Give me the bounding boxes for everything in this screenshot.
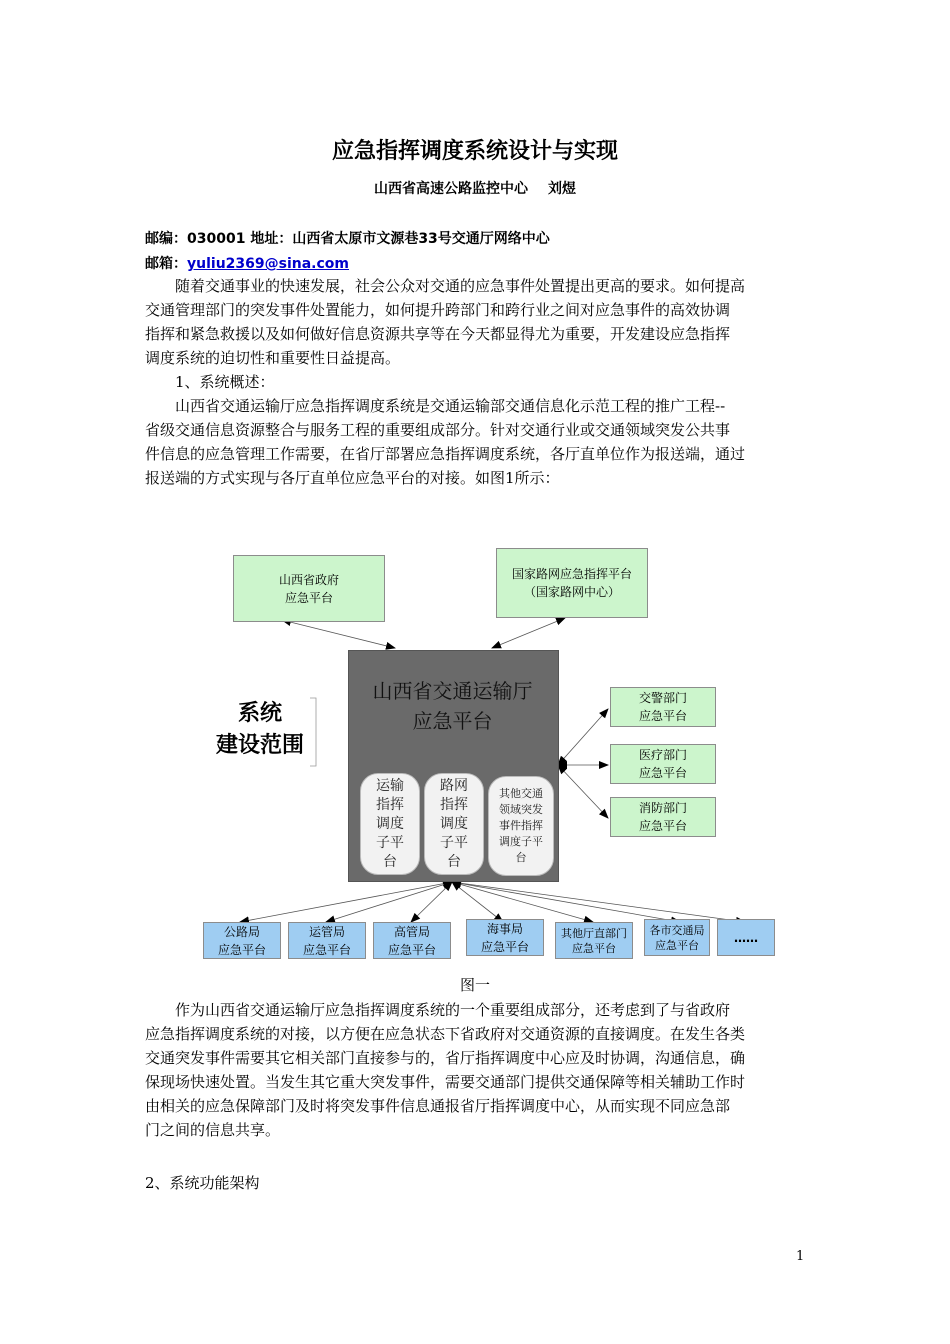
- core-platform-title: [348, 676, 557, 736]
- sub-text: 台: [515, 851, 527, 864]
- text-line: 应急指挥调度系统的对接，以方便在应急状态下省政府对交通资源的直接调度。在发生各类: [145, 1025, 746, 1043]
- sub-text: 其他交通: [499, 787, 543, 800]
- sub-text: 台: [383, 853, 397, 870]
- scope-line: 系统: [237, 701, 282, 726]
- box-text: 交警部门: [638, 691, 687, 705]
- box-text: 消防部门: [638, 801, 687, 815]
- other-departments-platform: [555, 922, 633, 959]
- system-scope-label: [205, 698, 315, 762]
- box-text: 国家路网应急指挥平台: [511, 567, 632, 581]
- section-2-heading: [145, 1171, 807, 1195]
- sub-text: 运输: [376, 777, 404, 794]
- text-line: 省级交通信息资源整合与服务工程的重要组成部分。针对交通行业或交通领域突发公共事: [145, 421, 731, 439]
- sub-text: 调度: [376, 815, 404, 832]
- sub-text: 调度: [440, 815, 468, 832]
- maritime-bureau-platform: [466, 919, 544, 956]
- core-title-line: 山西省交通运输厅: [372, 679, 533, 703]
- box-text: 海事局: [486, 921, 523, 936]
- sub-text: 调度子平: [499, 835, 543, 848]
- box-text: 应急平台: [480, 939, 529, 954]
- sub-text: 子平: [440, 834, 468, 851]
- sub-text: 领域突发: [499, 803, 543, 816]
- address-line: 邮编：030001 地址：山西省太原市文源巷33号交通厅网络中心: [145, 231, 550, 247]
- text-line: 件信息的应急管理工作需要，在省厅部署应急指挥调度系统，各厅直单位作为报送端，通过: [145, 445, 746, 463]
- box-text: 山西省政府: [278, 572, 339, 587]
- text-line: 调度系统的迫切性和重要性日益提高。: [145, 349, 401, 367]
- box-text: 应急平台: [655, 938, 699, 952]
- box-text: 应急平台: [387, 942, 436, 957]
- page-title: 应急指挥调度系统设计与实现: [331, 139, 618, 164]
- core-title-line: 应急平台: [412, 709, 493, 733]
- figure-caption: 图一: [459, 976, 490, 994]
- text-line: 指挥和紧急救援以及如何做好信息资源共享等在今天都显得尤为重要，开发建设应急指挥: [145, 325, 731, 343]
- traffic-police-platform: [610, 687, 716, 727]
- scope-line: 建设范围: [215, 733, 304, 758]
- text-line: 随着交通事业的快速发展，社会公众对交通的应急事件处置提出更高的要求。如何提高: [175, 277, 746, 295]
- text-line: 由相关的应急保障部门及时将突发事件信息通报省厅指挥调度中心，从而实现不同应急部: [145, 1097, 731, 1115]
- section-heading: 2、系统功能架构: [145, 1174, 260, 1192]
- text-line: 保现场快速处置。当发生其它重大突发事件，需要交通部门提供交通保障等相关辅助工作时: [145, 1073, 746, 1091]
- sub-text: 路网: [440, 777, 468, 794]
- box-text: 应急平台: [638, 819, 687, 833]
- box-text: 应急平台: [302, 942, 351, 957]
- transport-management-platform: [288, 922, 366, 959]
- more-platforms-ellipsis: [717, 919, 775, 956]
- road-network-sub-platform: [424, 773, 484, 875]
- national-road-network-platform: [496, 548, 648, 618]
- text-line: 山西省交通运输厅应急指挥调度系统是交通运输部交通信息化示范工程的推广工程--: [175, 397, 726, 415]
- expressway-management-platform: [373, 922, 451, 959]
- box-text: （国家路网中心）: [523, 585, 620, 599]
- box-text: 高管局: [393, 924, 430, 939]
- box-text: 应急平台: [217, 942, 266, 957]
- highway-bureau-platform: [203, 922, 281, 959]
- email-link[interactable]: yuliu2369@sina.com: [187, 256, 349, 272]
- box-text: 应急平台: [638, 709, 687, 723]
- city-transport-bureau-platform: [644, 919, 710, 956]
- sub-text: 事件指挥: [499, 819, 543, 832]
- province-government-platform: [233, 555, 385, 622]
- fire-platform: [610, 797, 716, 837]
- text-line: 交通管理部门的突发事件处置能力，如何提升跨部门和跨行业之间对应急事件的高效协调: [145, 301, 731, 319]
- body-paragraph-2: [145, 998, 807, 1142]
- text-line: 作为山西省交通运输厅应急指挥调度系统的一个重要组成部分，还考虑到了与省政府: [175, 1001, 731, 1019]
- box-text: 应急平台: [284, 590, 333, 605]
- sub-text: 台: [447, 853, 461, 870]
- box-text: 应急平台: [638, 766, 687, 780]
- text-line: 交通突发事件需要其它相关部门直接参与的，省厅指挥调度中心应及时协调，沟通信息，确: [145, 1049, 746, 1067]
- author-name: 刘煜: [548, 181, 576, 197]
- box-text: 医疗部门: [638, 748, 687, 762]
- medical-platform: [610, 744, 716, 784]
- other-domain-sub-platform: [488, 776, 554, 876]
- section-heading: 1、系统概述：: [175, 373, 275, 391]
- author-org: 山西省高速公路监控中心: [374, 181, 528, 197]
- text-line: 报送端的方式实现与各厅直单位应急平台的对接。如图1所示：: [145, 469, 560, 487]
- box-text: ……: [734, 930, 758, 945]
- page-number: 1: [796, 1249, 805, 1264]
- transport-sub-platform: [360, 773, 420, 875]
- box-text: 公路局: [223, 924, 260, 939]
- box-text: 各市交通局: [649, 923, 705, 937]
- box-text: 应急平台: [572, 941, 616, 955]
- sub-text: 指挥: [376, 796, 404, 813]
- email-label: 邮箱：: [145, 256, 187, 272]
- sub-text: 指挥: [440, 796, 468, 813]
- sub-text: 子平: [376, 834, 404, 851]
- box-text: 运管局: [308, 924, 345, 939]
- text-line: 门之间的信息共享。: [145, 1121, 281, 1139]
- box-text: 其他厅直部门: [561, 926, 627, 940]
